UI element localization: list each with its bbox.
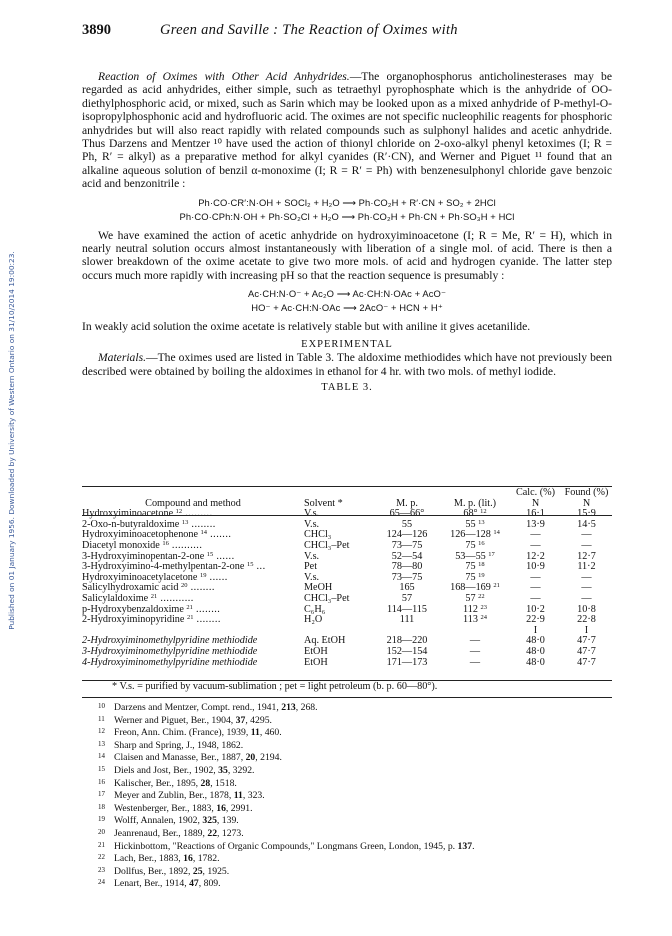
reference-item — [98, 701, 598, 714]
reference-marker: 24 — [480, 614, 487, 622]
reference-volume: 20 — [245, 752, 256, 764]
calc-cell: — — [530, 571, 541, 583]
reference-text: Freon, Ann. Chim. (France), 1939, — [114, 727, 251, 739]
reference-text: Hickinbottom, "Reactions of Organic Compounds," Longmans Green, London, 1945, p. — [114, 840, 458, 852]
leader-dots: ........ — [192, 603, 221, 615]
calc-cell: — — [530, 582, 541, 594]
lit-mp-value: 57 — [465, 592, 476, 604]
column-header-lit: M. p. (lit.) — [453, 497, 497, 509]
found-cell: 11·2 — [577, 561, 596, 573]
reference-volume: 22 — [207, 827, 218, 839]
mp-cell: 55 — [401, 518, 413, 530]
lit-mp-value: 75 — [465, 571, 476, 583]
column-header-n: N — [582, 497, 591, 509]
found-cell: — — [581, 529, 592, 541]
reference-marker: 15 — [246, 561, 254, 569]
solvent-cell: EtOH — [304, 645, 328, 657]
reference-item — [98, 865, 598, 878]
reference-text: Lenart, Ber., 1914, — [114, 878, 190, 890]
paragraph-text: —The oximes used are listed in Table 3. The aldoxime methiodides which have not previously been described were obtained by boiling the aldoximes in ethanol for 4 hr. with two mols. of methyl iodide. — [82, 351, 612, 378]
calc-cell: 12·2 — [526, 550, 545, 562]
page-number: 3890 — [82, 22, 111, 38]
lit-mp-value: 55 — [465, 518, 476, 530]
reference-number: 12 — [98, 727, 105, 736]
mp-cell: 65—66° — [389, 508, 425, 520]
reference-marker: 16 — [478, 539, 485, 547]
column-header-n: N — [531, 497, 540, 509]
reference-number: 19 — [98, 815, 105, 824]
reference-text: Wolff, Annalen, 1902, — [114, 815, 203, 827]
lit-mp-value: 68° — [463, 508, 478, 520]
reference-marker: 12 — [480, 508, 487, 516]
reference-marker: 13 — [181, 518, 189, 526]
lit-mp-cell: — — [469, 635, 481, 647]
reference-item — [98, 764, 598, 777]
equation: Ac·CH:N·O⁻ + Ac₂O ⟶ Ac·CH:N·OAc + AcO⁻ — [248, 288, 446, 300]
reference-volume: 47 — [189, 878, 199, 890]
reference-marker: 21 — [186, 614, 194, 622]
found-cell: — — [581, 592, 592, 604]
solvent-cell: V.s. — [304, 518, 320, 530]
lit-mp-cell: — — [469, 645, 481, 657]
reference-volume: 325 — [202, 815, 217, 827]
reference-marker: 16 — [162, 539, 169, 547]
reference-volume: 11 — [250, 727, 260, 739]
paragraph-materials — [82, 351, 612, 378]
reference-list — [98, 701, 598, 890]
reference-volume: 37 — [235, 714, 246, 726]
reference-item — [98, 726, 598, 739]
reference-number: 22 — [98, 853, 105, 862]
reference-marker: 22 — [478, 592, 485, 600]
download-watermark-text: Published on 01 January 1956. Downloaded by University of Western Ontario on 31/10/2014 19:00:23. — [6, 250, 16, 630]
reference-pages: , 139. — [216, 815, 239, 827]
compound-name: Hydroxyiminoacetone — [82, 508, 174, 520]
reference-text: Diels and Jost, Ber., 1902, — [114, 764, 219, 776]
found-cell: 47·7 — [577, 656, 596, 668]
reference-pages: , 1782. — [192, 853, 220, 865]
reference-item — [98, 777, 598, 790]
calc-cell: 10·2 — [526, 603, 545, 615]
reference-marker: 21 — [150, 592, 158, 600]
column-header-mp: M. p. — [396, 497, 418, 509]
mp-cell: 165 — [399, 582, 415, 594]
reference-volume: 25 — [192, 865, 203, 877]
reference-pages: , 2991. — [225, 802, 253, 814]
mp-cell: 73—75 — [391, 539, 423, 551]
found-cell: — — [581, 582, 592, 594]
compound-name: Salicylhydroxamic acid — [82, 582, 179, 594]
calc-cell: 22·9 — [526, 614, 545, 626]
reference-item — [98, 852, 598, 865]
mp-cell: 218—220 — [386, 635, 428, 647]
running-title: Green and Saville : The Reaction of Oximes with — [160, 22, 458, 38]
mp-cell: 114—115 — [387, 603, 427, 615]
reference-text: Westenberger, Ber., 1883, — [114, 802, 217, 814]
found-cell: 15·9 — [577, 508, 596, 520]
calc-cell: 16·1 — [526, 508, 545, 520]
leader-dots: ...... — [213, 550, 235, 562]
leader-dots: ......... — [182, 508, 213, 520]
download-watermark — [4, 160, 18, 720]
leader-dots: ........ — [188, 518, 216, 530]
reference-volume: 28 — [200, 777, 211, 789]
article-body — [82, 70, 612, 394]
found-cell: 12·7 — [577, 550, 596, 562]
reference-item — [98, 739, 598, 752]
lit-mp-value: 53—55 — [455, 550, 486, 562]
reference-pages: , 2194. — [255, 752, 282, 764]
reference-item — [98, 827, 598, 840]
solvent-cell: MeOH — [304, 582, 333, 594]
reference-number: 10 — [98, 702, 105, 710]
reference-item — [98, 789, 598, 802]
reference-item — [98, 751, 598, 764]
equation: Ph·CO·CR′:N·OH + SOCl₂ + H₂O ⟶ Ph·CO₂H + R′·CN + SO₂ + 2HCl — [198, 196, 496, 208]
table-rule-top — [82, 486, 612, 487]
calc-cell: 13·9 — [526, 518, 545, 530]
compound-name: 2-Hydroxyiminomethylpyridine methiodide — [82, 635, 258, 647]
compound-name: 2-Hydroxyiminopyridine — [82, 614, 185, 626]
solvent-cell: CHCl₃ — [304, 529, 332, 541]
paragraph-text: —The organophosphorus anticholinesterases may be regarded as acid anhydrides, either simple, such as tetraethyl pyrophosphate which is the anhydride of OO-diethylphosphoric acid, or mixed, such as Sarin which may be looked upon as a mixed anhydride of P-methyl-O-isopropylphosphonic acid and hydrofluoric acid. The oximes are not specific nucleophilic reagents for phosphoric anhydrides but will also react rapidly with related compounds such as sulphonyl halides and acetic anhydride. Thus Darzens and Mentzer ¹⁰ have used the action of thionyl chloride on 2-oxo-alkyl phenyl ketoximes (I; R = Ph, R′ = alkyl) as a preparative method for alkyl cyanides (R′·CN), and Werner and Piguet ¹¹ found that an alkaline aqueous solution of benzil α-monoxime (I; R = R′ = Ph) with benzenesulphonyl chloride gave benzoic acid and benzonitrile : — [82, 70, 612, 191]
mp-cell: 73—75 — [391, 571, 423, 583]
reference-number: 23 — [98, 865, 105, 874]
reference-pages: , 323. — [242, 790, 265, 802]
reference-marker: 15 — [206, 550, 214, 558]
running-header — [82, 22, 612, 42]
solvent-cell: C₆H₆ — [304, 603, 326, 615]
compound-name: Hydroxyiminoacetylacetone — [82, 571, 198, 583]
found-cell: — — [581, 539, 592, 551]
reference-pages: , 1925. — [202, 865, 230, 877]
mp-cell: 171—173 — [386, 656, 428, 668]
reference-text: Claisen and Manasse, Ber., 1887, — [114, 752, 246, 764]
compound-name: 3-Hydroxyimino-4-methylpentan-2-one — [82, 561, 245, 573]
table-row — [82, 658, 612, 669]
reference-item — [98, 802, 598, 815]
section-heading: EXPERIMENTAL — [301, 338, 393, 350]
reference-number: 16 — [98, 777, 105, 786]
reference-number: 15 — [98, 764, 105, 773]
solvent-cell: V.s. — [304, 550, 320, 562]
lit-mp-value: 113 — [463, 614, 478, 626]
compound-name: 2-Oxo-n-butyraldoxime — [82, 518, 180, 530]
reference-text: Sharp and Spring, J., 1948, 1862. — [114, 739, 244, 751]
equation-block-1 — [82, 196, 612, 224]
found-cell: 10·8 — [577, 603, 596, 615]
table-header-row — [82, 488, 612, 499]
leader-dots: ........ — [187, 582, 215, 594]
compound-name: 3-Hydroxyiminopentan-2-one — [82, 550, 205, 562]
reference-item — [98, 877, 598, 890]
lit-mp-value: 112 — [463, 603, 478, 615]
column-header-solvent: Solvent * — [304, 497, 343, 509]
reference-number: 14 — [98, 752, 105, 761]
mp-cell: 57 — [401, 592, 413, 604]
mp-cell: 152—154 — [386, 645, 428, 657]
reference-volume: 35 — [218, 764, 228, 776]
table-caption: TABLE 3. — [321, 381, 373, 393]
compound-name: 3-Hydroxyiminomethylpyridine methiodide — [82, 645, 258, 657]
references-rule — [82, 697, 612, 698]
reference-pages: , 1518. — [210, 777, 237, 789]
paragraph-anhydrides — [82, 70, 612, 191]
reference-pages: , 3292. — [227, 764, 255, 776]
solvent-cell: CHCl₃–Pet — [304, 592, 350, 604]
lit-mp-value: 75 — [465, 539, 476, 551]
reference-marker: 23 — [480, 603, 487, 611]
calc-cell: 10·9 — [526, 561, 545, 573]
solvent-cell: Pet — [304, 561, 318, 573]
reference-number: 20 — [98, 827, 105, 836]
reference-text: Jeanrenaud, Ber., 1889, — [114, 827, 208, 839]
compound-cell — [82, 615, 304, 626]
mp-cell: 52—54 — [391, 550, 423, 562]
paragraph-weak-acid: In weakly acid solution the oxime acetate is relatively stable but with aniline it gives acetanilide. — [82, 320, 531, 334]
leader-dots: ...... — [206, 571, 228, 583]
compound-name: Salicylaldoxime — [82, 592, 149, 604]
reference-marker: 19 — [199, 571, 207, 579]
reference-number: 11 — [98, 714, 105, 723]
reference-pages: , 1273. — [217, 827, 244, 839]
table-rule-header — [82, 515, 612, 516]
paragraph-heading: Materials. — [98, 351, 146, 365]
compound-name: p-Hydroxybenzaldoxime — [82, 603, 184, 615]
found-cell: — — [581, 571, 592, 583]
reference-pages: , 268. — [295, 702, 318, 713]
equation: HO⁻ + Ac·CH:N·OAc ⟶ 2AcO⁻ + HCN + H⁺ — [251, 302, 443, 314]
reference-marker: 17 — [488, 550, 495, 558]
solvent-cell: EtOH — [304, 656, 328, 668]
reference-marker: 21 — [493, 582, 500, 590]
reference-text: Darzens and Mentzer, Compt. rend., 1941, — [114, 702, 282, 713]
calc-cell: 48·0 — [526, 656, 545, 668]
lit-mp-cell: — — [469, 656, 481, 668]
solvent-cell: Aq. EtOH — [304, 635, 346, 647]
table-body-iodine — [82, 636, 612, 668]
compound-name: 4-Hydroxyiminomethylpyridine methiodide — [82, 656, 258, 668]
reference-volume: 11 — [233, 790, 243, 802]
reference-marker: 21 — [186, 603, 193, 611]
reference-volume: 16 — [216, 802, 226, 814]
reference-pages: , 4295. — [245, 714, 272, 726]
solvent-cell: V.s. — [304, 508, 320, 520]
reference-marker: 14 — [200, 529, 208, 537]
solvent-cell: CHCl₃–Pet — [304, 539, 350, 551]
mp-cell: 78—80 — [391, 561, 423, 573]
reference-marker: 20 — [181, 582, 188, 590]
reference-pages: . — [472, 840, 475, 852]
reference-item — [98, 814, 598, 827]
leader-dots: .......... — [168, 539, 203, 551]
compound-name: Hydroxyiminoacetophenone — [82, 529, 198, 541]
found-cell: 47·7 — [577, 635, 596, 647]
reference-number: 21 — [98, 840, 105, 849]
mp-cell: 111 — [399, 614, 415, 626]
solvent-cell: V.s. — [304, 571, 320, 583]
found-cell: 14·5 — [577, 518, 596, 530]
lit-mp-value: 168—169 — [450, 582, 491, 594]
leader-dots: ....... — [207, 529, 232, 541]
reference-item — [98, 840, 598, 853]
compound-cell — [82, 658, 304, 669]
found-iodine-header: I — [584, 624, 589, 636]
calc-header: Calc. (%) — [515, 487, 556, 498]
reference-number: 18 — [98, 802, 105, 811]
reference-text: Lach, Ber., 1883, — [114, 853, 184, 865]
reference-volume: 16 — [183, 853, 193, 865]
reference-number: 24 — [98, 878, 105, 887]
reference-pages: , 460. — [259, 727, 282, 739]
paragraph-heading: Reaction of Oximes with Other Acid Anhydrides. — [98, 70, 350, 83]
reference-item — [98, 714, 598, 727]
calc-cell: — — [530, 592, 541, 604]
found-header: Found (%) — [564, 487, 609, 498]
column-header-compound: Compound and method — [145, 497, 241, 509]
table-row — [82, 615, 612, 626]
found-cell: 22·8 — [577, 614, 596, 626]
reference-pages: , 809. — [198, 878, 221, 890]
reference-marker: 12 — [175, 508, 183, 516]
reference-marker: 19 — [478, 571, 485, 579]
mp-cell: 124—126 — [386, 529, 428, 541]
table-footnote: * V.s. = purified by vacuum-sublimation ; pet = light petroleum (b. p. 60—80°). — [112, 681, 438, 692]
reference-marker: 14 — [493, 529, 500, 537]
reference-text: Kalischer, Ber., 1895, — [114, 777, 201, 789]
paragraph-acetic-anhydride: We have examined the action of acetic anhydride on hydroxyiminoacetone (I; R = Me, R′ = H), which in nearly neutral solution occurs almost instantaneously with liberation of a single mol. of acid. There is then a slower breakdown of the oxime acetate to give two more mols. of acid and hydrogen cyanide. The latter step occurs much more rapidly with increasing pH so that the reaction sequence is presumably : — [82, 228, 612, 282]
calc-cell: — — [530, 529, 541, 541]
reference-volume: 137 — [457, 840, 473, 852]
calc-iodine-header: I — [533, 624, 538, 636]
reference-marker: 13 — [478, 518, 485, 526]
calc-cell: 48·0 — [526, 635, 545, 647]
lit-mp-value: 126—128 — [450, 529, 491, 541]
leader-dots: ........... — [157, 592, 194, 604]
reference-marker: 18 — [478, 561, 485, 569]
reference-text: Meyer and Zublin, Ber., 1878, — [114, 790, 234, 802]
table-body-nitrogen — [82, 509, 612, 626]
equation-block-2 — [82, 287, 612, 315]
found-cell: 47·7 — [577, 645, 596, 657]
leader-dots: ........ — [193, 614, 221, 626]
calc-cell: — — [530, 539, 541, 551]
reference-text: Dollfus, Ber., 1892, — [114, 865, 193, 877]
lit-mp-value: 75 — [465, 561, 476, 573]
reference-number: 13 — [98, 739, 105, 748]
reference-volume: 213 — [281, 702, 296, 713]
lit-mp-cell — [440, 615, 510, 626]
leader-dots: ... — [253, 561, 266, 573]
compound-name: Diacetyl monoxide — [82, 539, 160, 551]
solvent-cell: H₂O — [304, 614, 323, 626]
calc-cell: 48·0 — [526, 645, 545, 657]
reference-text: Werner and Piguet, Ber., 1904, — [114, 714, 236, 726]
equation: Ph·CO·CPh:N·OH + Ph·SO₂Cl + H₂O ⟶ Ph·CO₂H + Ph·CN + Ph·SO₃H + HCl — [179, 210, 515, 222]
reference-number: 17 — [98, 790, 105, 799]
